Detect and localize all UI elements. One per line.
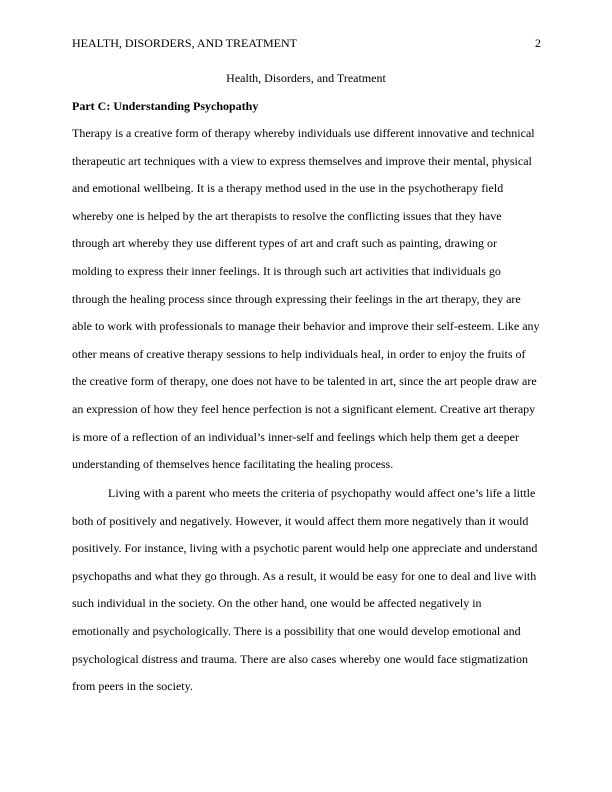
paragraph-line: an expression of how they feel hence perfection is not a significant element. Creative art therapy bbox=[72, 401, 536, 416]
paragraph-line: able to work with professionals to manage their behavior and improve their self-esteem. Like any bbox=[72, 319, 540, 334]
paragraph-line: Therapy is a creative form of therapy whereby individuals use different innovative and technical bbox=[72, 126, 535, 140]
paragraph-line: emotionally and psychologically. There is a possibility that one would develop emotional and bbox=[72, 623, 521, 638]
paragraph-line: is more of a reflection of an individual’s inner-self and feelings which help them get a deeper bbox=[72, 429, 519, 444]
paragraph-1 bbox=[72, 126, 542, 485]
paragraph-line: psychological distress and trauma. There are also cases whereby one would face stigmatization bbox=[72, 651, 528, 666]
paragraph-line: molding to express their inner feelings. It is through such art activities that individuals go bbox=[72, 263, 501, 278]
paragraph-line: through art whereby they use different types of art and craft such as painting, drawing or bbox=[72, 236, 497, 251]
paragraph-line: such individual in the society. On the other hand, one would be affected negatively in bbox=[72, 596, 482, 611]
page-number: 2 bbox=[535, 36, 541, 50]
paragraph-line: both of positively and negatively. However, it would affect them more negatively than it would bbox=[72, 513, 529, 528]
paragraph-2 bbox=[72, 486, 542, 707]
paragraph-line: the creative form of therapy, one does not have to be talented in art, since the art people draw are bbox=[72, 374, 537, 389]
paragraph-line: from peers in the society. bbox=[72, 679, 193, 694]
running-head: HEALTH, DISORDERS, AND TREATMENT bbox=[72, 36, 298, 50]
paragraph-line: whereby one is helped by the art therapists to resolve the conflicting issues that they have bbox=[72, 208, 502, 223]
paragraph-line: and emotional wellbeing. It is a therapy method used in the use in the psychotherapy field bbox=[72, 181, 504, 196]
paragraph-line: therapeutic art techniques with a view to express themselves and improve their mental, physical bbox=[72, 153, 532, 168]
paragraph-line: positively. For instance, living with a psychotic parent would help one appreciate and understand bbox=[72, 541, 538, 556]
paragraph-line: through the healing process since through expressing their feelings in the art therapy, they are bbox=[72, 291, 521, 306]
paragraph-line: other means of creative therapy sessions to help individuals heal, in order to enjoy the fruits of bbox=[72, 346, 526, 361]
paragraph-line: understanding of themselves hence facilitating the healing process. bbox=[72, 457, 394, 472]
paragraph-line: psychopaths and what they go through. As a result, it would be easy for one to deal and live with bbox=[72, 568, 537, 583]
document-title: Health, Disorders, and Treatment bbox=[226, 71, 386, 85]
section-heading: Part C: Understanding Psychopathy bbox=[72, 99, 259, 113]
paragraph-line: Living with a parent who meets the criteria of psychopathy would affect one’s life a little bbox=[108, 486, 536, 500]
